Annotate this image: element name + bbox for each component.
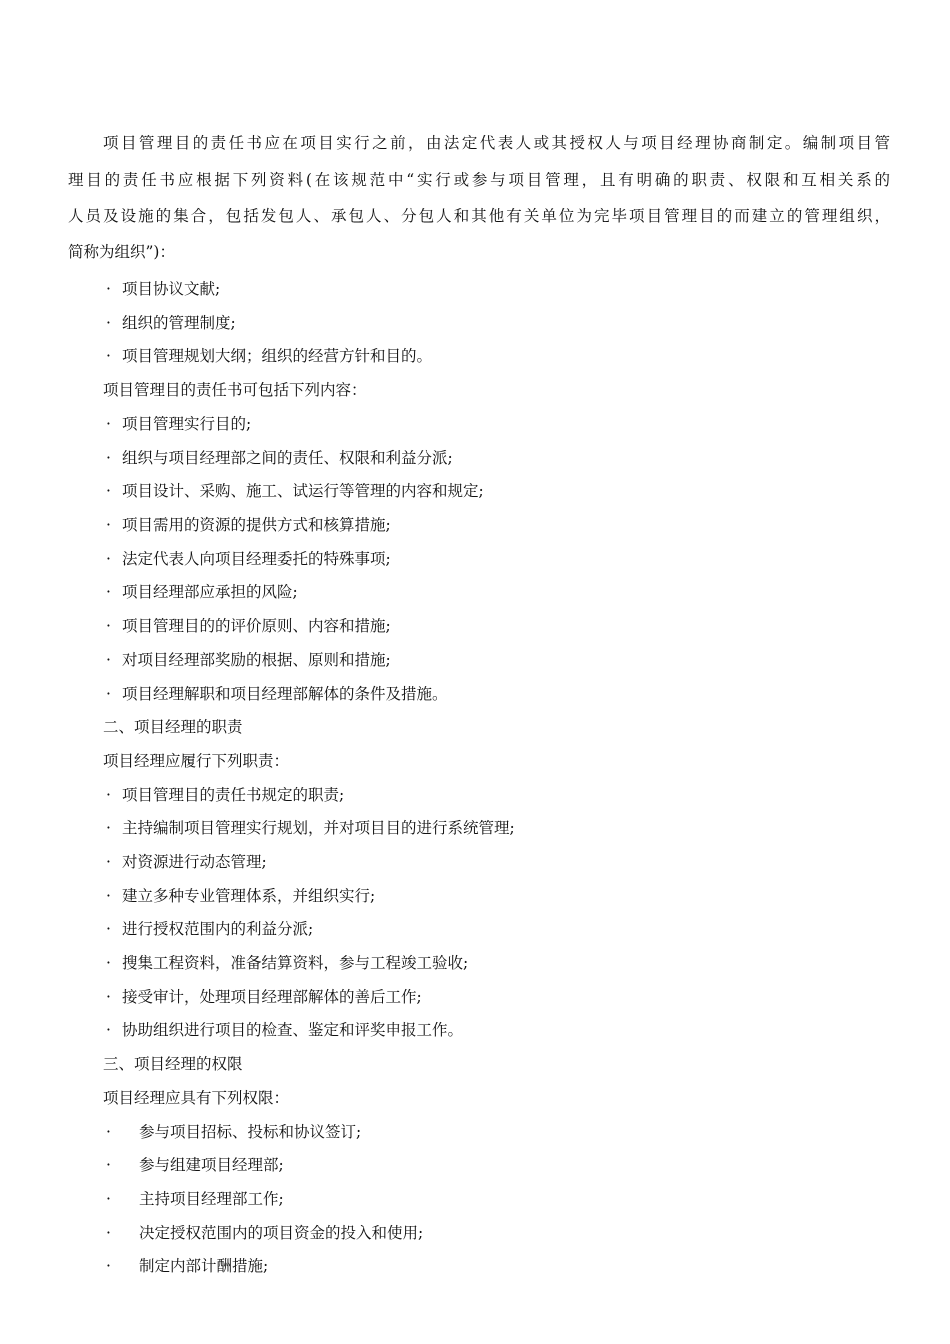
bullet-icon: · <box>106 1123 111 1141</box>
bullet-icon: · <box>106 920 111 938</box>
bullet-icon: · <box>106 314 111 332</box>
contents-list-item: · 项目管理目的的评价原则、内容和措施; <box>106 617 391 635</box>
bullet-icon: · <box>106 347 111 365</box>
intro-line-2: 理目的责任书应根据下列资料(在该规范中“实行或参与项目管理，且有明确的职责、权限和互相关系的 <box>68 171 890 189</box>
bullet-icon: · <box>106 516 111 534</box>
bullet-icon: · <box>106 954 111 972</box>
bullet-icon: · <box>106 988 111 1006</box>
section-2-intro: 项目经理应履行下列职责： <box>103 752 290 770</box>
contents-list-item: · 法定代表人向项目经理委托的特殊事项; <box>106 550 391 568</box>
basis-list-item: · 组织的管理制度; <box>106 314 236 332</box>
duties-list-item: · 搜集工程资料，准备结算资料，参与工程竣工验收; <box>106 954 469 972</box>
duties-list-item: · 协助组织进行项目的检查、鉴定和评奖申报工作。 <box>106 1021 464 1039</box>
bullet-icon: · <box>106 1021 111 1039</box>
duties-list-item: · 项目管理目的责任书规定的职责; <box>106 786 345 804</box>
powers-list-item: · 制定内部计酬措施; <box>106 1257 269 1275</box>
powers-list-item: · 主持项目经理部工作; <box>106 1190 284 1208</box>
bullet-icon: · <box>106 449 111 467</box>
section-3-title: 三、项目经理的权限 <box>103 1055 243 1073</box>
contents-list-item: · 项目经理部应承担的风险; <box>106 583 298 601</box>
contents-list-item: · 对项目经理部奖励的根据、原则和措施; <box>106 651 391 669</box>
bullet-icon: · <box>106 819 111 837</box>
intro-line-3: 人员及设施的集合，包括发包人、承包人、分包人和其他有关单位为完毕项目管理目的而建立的管理组织， <box>68 207 890 225</box>
duties-list-item: · 对资源进行动态管理; <box>106 853 267 871</box>
bullet-icon: · <box>106 1190 111 1208</box>
duties-list-item: · 接受审计，处理项目经理部解体的善后工作; <box>106 988 422 1006</box>
basis-list-item: · 项目管理规划大纲；组织的经营方针和目的。 <box>106 347 433 365</box>
basis-list-item: · 项目协议文献; <box>106 280 221 298</box>
contents-list-item: · 项目经理解职和项目经理部解体的条件及措施。 <box>106 685 448 703</box>
contents-list-item: · 项目需用的资源的提供方式和核算措施; <box>106 516 391 534</box>
section-2-title: 二、项目经理的职责 <box>103 718 243 736</box>
bullet-icon: · <box>106 685 111 703</box>
bullet-icon: · <box>106 1156 111 1174</box>
section-3-intro: 项目经理应具有下列权限： <box>103 1089 290 1107</box>
intro-line-1: 项目管理目的责任书应在项目实行之前，由法定代表人或其授权人与项目经理协商制定。编制项目管 <box>103 134 890 152</box>
duties-list-item: · 建立多种专业管理体系，并组织实行; <box>106 887 376 905</box>
bullet-icon: · <box>106 415 111 433</box>
bullet-icon: · <box>106 583 111 601</box>
contents-list-item: · 项目设计、采购、施工、试运行等管理的内容和规定; <box>106 482 484 500</box>
bullet-icon: · <box>106 550 111 568</box>
duties-list-item: · 进行授权范围内的利益分派; <box>106 920 314 938</box>
powers-list-item: · 参与项目招标、投标和协议签订; <box>106 1123 362 1141</box>
powers-list-item: · 决定授权范围内的项目资金的投入和使用; <box>106 1224 424 1242</box>
bullet-icon: · <box>106 853 111 871</box>
bullet-icon: · <box>106 1257 111 1275</box>
powers-list-item: · 参与组建项目经理部; <box>106 1156 284 1174</box>
bullet-icon: · <box>106 482 111 500</box>
intro-line-4: 简称为组织”)： <box>68 243 175 261</box>
contents-heading: 项目管理目的责任书可包括下列内容： <box>103 381 367 399</box>
bullet-icon: · <box>106 887 111 905</box>
bullet-icon: · <box>106 651 111 669</box>
bullet-icon: · <box>106 1224 111 1242</box>
bullet-icon: · <box>106 617 111 635</box>
bullet-icon: · <box>106 786 111 804</box>
duties-list-item: · 主持编制项目管理实行规划，并对项目目的进行系统管理; <box>106 819 515 837</box>
bullet-icon: · <box>106 280 111 298</box>
contents-list-item: · 组织与项目经理部之间的责任、权限和利益分派; <box>106 449 453 467</box>
contents-list-item: · 项目管理实行目的; <box>106 415 252 433</box>
